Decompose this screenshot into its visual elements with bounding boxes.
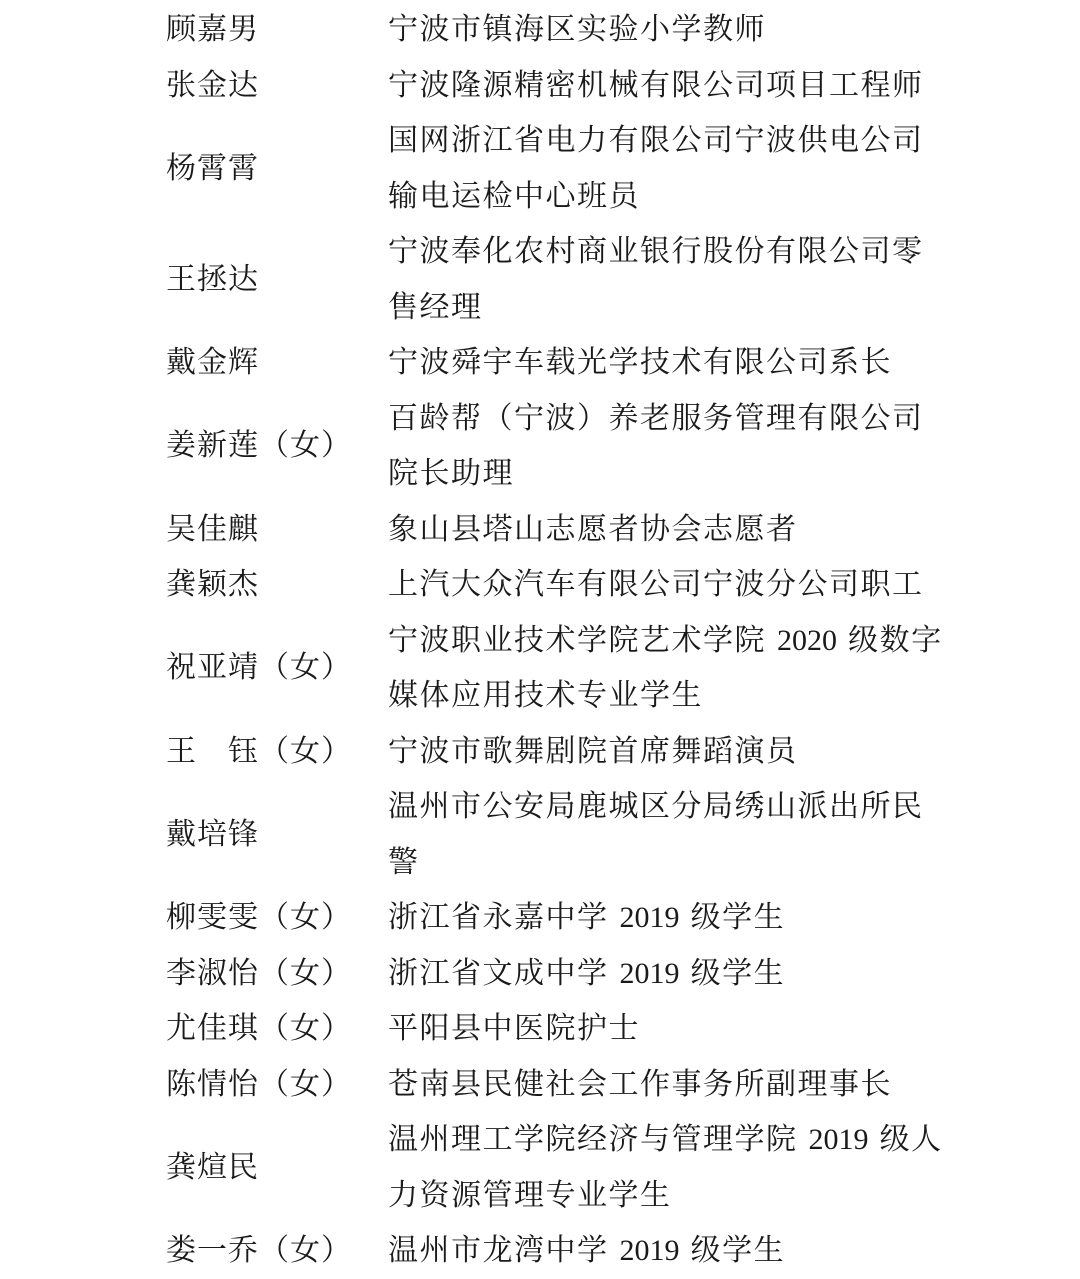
list-item xyxy=(166,724,966,780)
list-item xyxy=(166,1001,966,1057)
person-affiliation xyxy=(388,335,966,391)
person-affiliation xyxy=(388,724,966,780)
affiliation-line: 温州市龙湾中学 2019 级学生 xyxy=(388,1233,786,1268)
person-affiliation xyxy=(388,1057,966,1113)
person-affiliation xyxy=(388,890,966,946)
list-item xyxy=(166,946,966,1002)
affiliation-line: 输电运检中心班员 xyxy=(388,178,640,214)
list-item xyxy=(166,1057,966,1113)
list-item xyxy=(166,502,966,558)
person-name: 张金达 xyxy=(166,67,259,103)
person-affiliation xyxy=(388,557,966,613)
list-item xyxy=(166,2,966,58)
person-name: 尤佳琪（女） xyxy=(166,1011,352,1046)
affiliation-line: 百龄帮（宁波）养老服务管理有限公司 xyxy=(388,400,924,436)
person-name: 娄一乔（女） xyxy=(166,1233,352,1268)
person-affiliation xyxy=(388,502,966,558)
list-item xyxy=(166,1223,966,1279)
person-name: 戴培锋 xyxy=(166,816,259,852)
list-item xyxy=(166,335,966,391)
affiliation-line: 院长助理 xyxy=(388,456,514,491)
honoree-list xyxy=(166,2,966,1279)
affiliation-line: 平阳县中医院护士 xyxy=(388,1011,640,1046)
affiliation-line: 宁波职业技术学院艺术学院 2020 级数字 xyxy=(388,622,943,658)
person-affiliation xyxy=(388,779,966,890)
person-name: 王拯达 xyxy=(166,261,259,297)
person-name: 陈情怡（女） xyxy=(166,1066,352,1102)
affiliation-line: 浙江省永嘉中学 2019 级学生 xyxy=(388,900,786,935)
affiliation-line: 宁波市镇海区实验小学教师 xyxy=(388,12,766,47)
list-item xyxy=(166,557,966,613)
affiliation-line: 国网浙江省电力有限公司宁波供电公司 xyxy=(388,123,924,158)
person-name: 吴佳麒 xyxy=(166,511,259,547)
affiliation-line: 警 xyxy=(388,844,420,880)
person-name: 杨霄霄 xyxy=(166,150,259,186)
list-item xyxy=(166,613,966,724)
list-item xyxy=(166,224,966,335)
person-affiliation xyxy=(388,2,966,58)
affiliation-line: 象山县塔山志愿者协会志愿者 xyxy=(388,511,798,547)
list-item xyxy=(166,58,966,114)
list-item xyxy=(166,391,966,502)
affiliation-line: 宁波隆源精密机械有限公司项目工程师 xyxy=(388,67,924,103)
affiliation-line: 温州理工学院经济与管理学院 2019 级人 xyxy=(388,1122,943,1157)
person-name: 祝亚靖（女） xyxy=(166,650,352,686)
affiliation-line: 宁波市歌舞剧院首席舞蹈演员 xyxy=(388,733,798,769)
person-affiliation xyxy=(388,613,966,724)
person-affiliation xyxy=(388,1223,966,1279)
list-item xyxy=(166,113,966,224)
person-affiliation xyxy=(388,58,966,114)
person-name: 王 钰（女） xyxy=(166,733,352,769)
list-item xyxy=(166,779,966,890)
person-affiliation xyxy=(388,946,966,1002)
person-name: 戴金辉 xyxy=(166,345,259,380)
list-item xyxy=(166,890,966,946)
person-name: 龚煊民 xyxy=(166,1149,259,1185)
affiliation-line: 温州市公安局鹿城区分局绣山派出所民 xyxy=(388,789,924,824)
person-affiliation xyxy=(388,113,966,224)
person-affiliation xyxy=(388,224,966,335)
person-affiliation xyxy=(388,1001,966,1057)
person-name: 李淑怡（女） xyxy=(166,955,352,991)
affiliation-line: 售经理 xyxy=(388,289,483,325)
list-item xyxy=(166,1112,966,1223)
person-name: 姜新莲（女） xyxy=(166,428,352,464)
person-affiliation xyxy=(388,391,966,502)
affiliation-line: 宁波奉化农村商业银行股份有限公司零 xyxy=(388,234,924,269)
affiliation-line: 苍南县民健社会工作事务所副理事长 xyxy=(388,1066,892,1102)
affiliation-line: 力资源管理专业学生 xyxy=(388,1177,672,1213)
person-name: 顾嘉男 xyxy=(166,12,259,47)
person-affiliation xyxy=(388,1112,966,1223)
affiliation-line: 宁波舜宇车载光学技术有限公司系长 xyxy=(388,345,892,380)
affiliation-line: 上汽大众汽车有限公司宁波分公司职工 xyxy=(388,567,924,602)
affiliation-line: 浙江省文成中学 2019 级学生 xyxy=(388,955,786,991)
affiliation-line: 媒体应用技术专业学生 xyxy=(388,678,703,713)
person-name: 柳雯雯（女） xyxy=(166,900,352,935)
person-name: 龚颖杰 xyxy=(166,567,259,602)
